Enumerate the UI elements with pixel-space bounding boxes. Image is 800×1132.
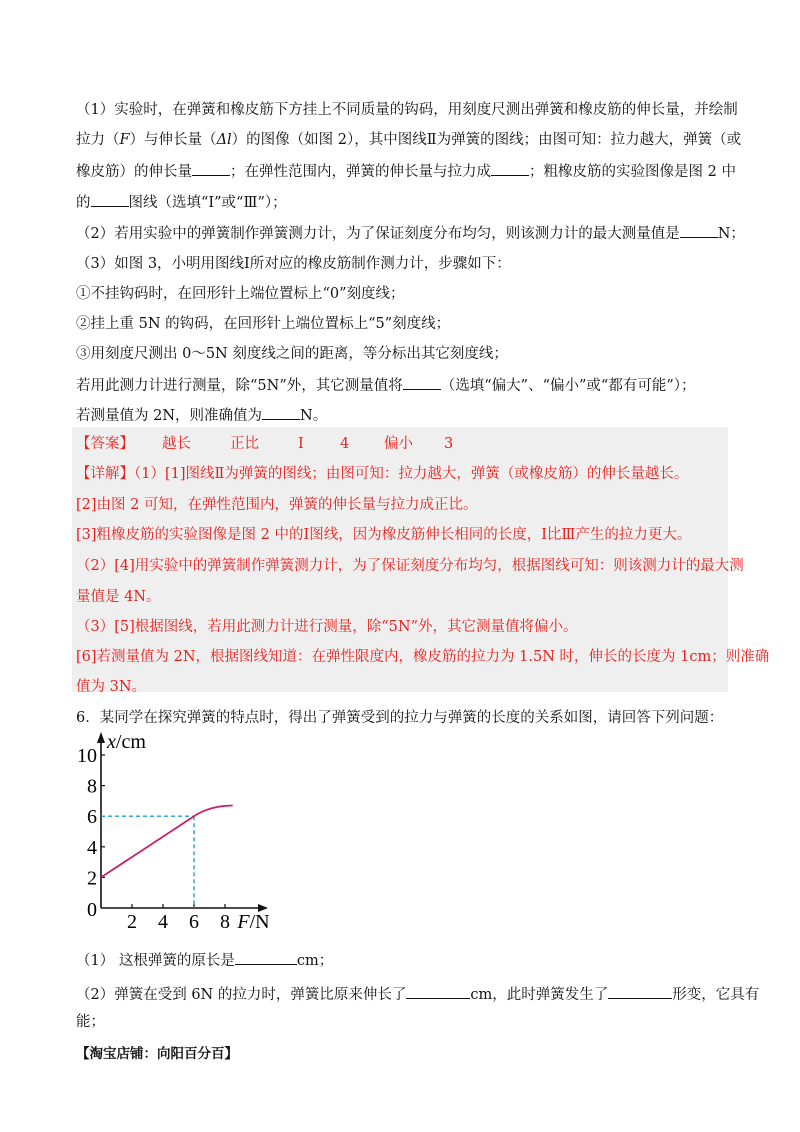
y-tick-label: 10 (77, 745, 97, 767)
q5-part1-line2: 拉力（F）与伸长量（Δl）的图像（如图 2），其中图线Ⅱ为弹簧的图线；由图可知：拉力越大，弹簧（或 (76, 132, 742, 148)
answer-value: 偏小 (384, 436, 413, 452)
footer-shop: 【淘宝店铺：向阳百分百】 (76, 1046, 238, 1062)
q5-part4: 若用此测力计进行测量，除“5N”外，其它测量值将 （选填“偏大”、“偏小”或“都有可能”）； (76, 375, 695, 396)
answer-blank[interactable] (262, 405, 300, 420)
q6-stem: 6．某同学在探究弹簧的特点时，得出了弹簧受到的拉力与弹簧的长度的关系如图，请回答下列问题： (76, 710, 724, 726)
q5-part2: （2）若用实验中的弹簧制作弹簧测力计，为了保证刻度分布均匀，则该测力计的最大测量值是 N； (76, 223, 745, 244)
answer-blank[interactable] (491, 161, 529, 176)
answer-value: 4 (340, 436, 350, 452)
answer-value: 正比 (230, 436, 259, 452)
q5-part1-line4: 的 图线（选填“Ⅰ”或“Ⅲ”）； (76, 192, 287, 213)
y-tick-label: 4 (87, 836, 97, 859)
answer-blank[interactable] (406, 984, 470, 999)
q5-part3: （3）如图 3，小明用图线Ⅰ所对应的橡皮筋制作测力计，步骤如下： (76, 256, 511, 272)
answer-blank[interactable] (91, 192, 129, 207)
y-tick-label: 6 (87, 806, 97, 829)
detail-line: [2]由图 2 可知，在弹性范围内，弹簧的伸长量与拉力成正比。 (76, 497, 478, 513)
answer-value: 越长 (162, 436, 191, 452)
detail-line: （2）[4]用实验中的弹簧制作弹簧测力计，为了保证刻度分布均匀，根据图线可知：则该测力计的最大测 (76, 558, 744, 574)
origin-label: 0 (87, 899, 97, 921)
answer-blank[interactable] (192, 161, 230, 176)
q5-part1-line3: 橡皮筋）的伸长量 ；在弹性范围内，弹簧的伸长量与拉力成 ；粗橡皮筋的实验图像是图 2 中 (76, 161, 736, 182)
q5-part5: 若测量值为 2N，则准确值为 N。 (76, 405, 327, 426)
x-tick-label: 6 (189, 911, 199, 928)
y-axis-arrow (97, 732, 105, 743)
detail-line: [6]若测量值为 2N，根据图线知道：在弹性限度内，橡皮筋的拉力为 1.5N 时，伸长的长度为 1cm；则准确 (76, 649, 770, 665)
y-tick-label: 8 (87, 775, 97, 798)
answer-value: 3 (444, 436, 454, 452)
answer-value: Ⅰ (298, 436, 304, 452)
q5-step2: ②挂上重 5N 的钩码，在回形针上端位置标上“5”刻度线； (76, 316, 451, 332)
q6-part1: （1） 这根弹簧的原长是 cm； (76, 950, 333, 971)
q6-part2: （2）弹簧在受到 6N 的拉力时，弹簧比原来伸长了 cm，此时弹簧发生了 形变，它具有 (76, 984, 759, 1005)
answer-label: 【答案】 (76, 436, 134, 452)
answer-blank[interactable] (403, 375, 441, 390)
answer-blank[interactable] (608, 984, 672, 999)
detail-line: [3]粗橡皮筋的实验图像是图 2 中的Ⅰ图线，因为橡皮筋伸长相同的长度，Ⅰ比Ⅲ产生的拉力更大。 (76, 527, 692, 543)
x-tick-label: 2 (127, 911, 137, 928)
x-tick-label: 4 (158, 911, 168, 928)
q5-step3: ③用刻度尺测出 0～5N 刻度线之间的距离，等分标出其它刻度线； (76, 346, 508, 362)
q5-part1-line1: （1）实验时，在弹簧和橡皮筋下方挂上不同质量的钩码，用刻度尺测出弹簧和橡皮筋的伸长量，并绘制 (76, 102, 738, 118)
answer-blank[interactable] (235, 950, 297, 965)
y-axis-title: x/cm (107, 731, 146, 753)
detail-line: （3）[5]根据图线，若用此测力计进行测量，除“5N”外，其它测量值将偏小。 (76, 619, 578, 635)
spring-graph (70, 728, 310, 928)
q6-part2-cont: 能； (76, 1014, 105, 1030)
x-tick-label: 8 (220, 911, 230, 928)
q5-step1: ①不挂钩码时，在回形针上端位置标上“0”刻度线； (76, 286, 405, 302)
answer-row (76, 434, 636, 454)
chart-guides (101, 816, 194, 908)
detail-line: 【详解】（1）[1]图线Ⅱ为弹簧的图线；由图可知：拉力越大，弹簧（或橡皮筋）的伸长量越长。 (76, 466, 689, 482)
chart-axes (97, 732, 268, 912)
detail-line: 值为 3N。 (76, 679, 147, 695)
answer-blank[interactable] (680, 223, 718, 238)
y-tick-label: 2 (87, 867, 97, 890)
detail-line: 量值是 4N。 (76, 589, 161, 605)
x-axis-title: F/N (237, 911, 270, 928)
detail-label: 【详解】 (76, 466, 134, 482)
